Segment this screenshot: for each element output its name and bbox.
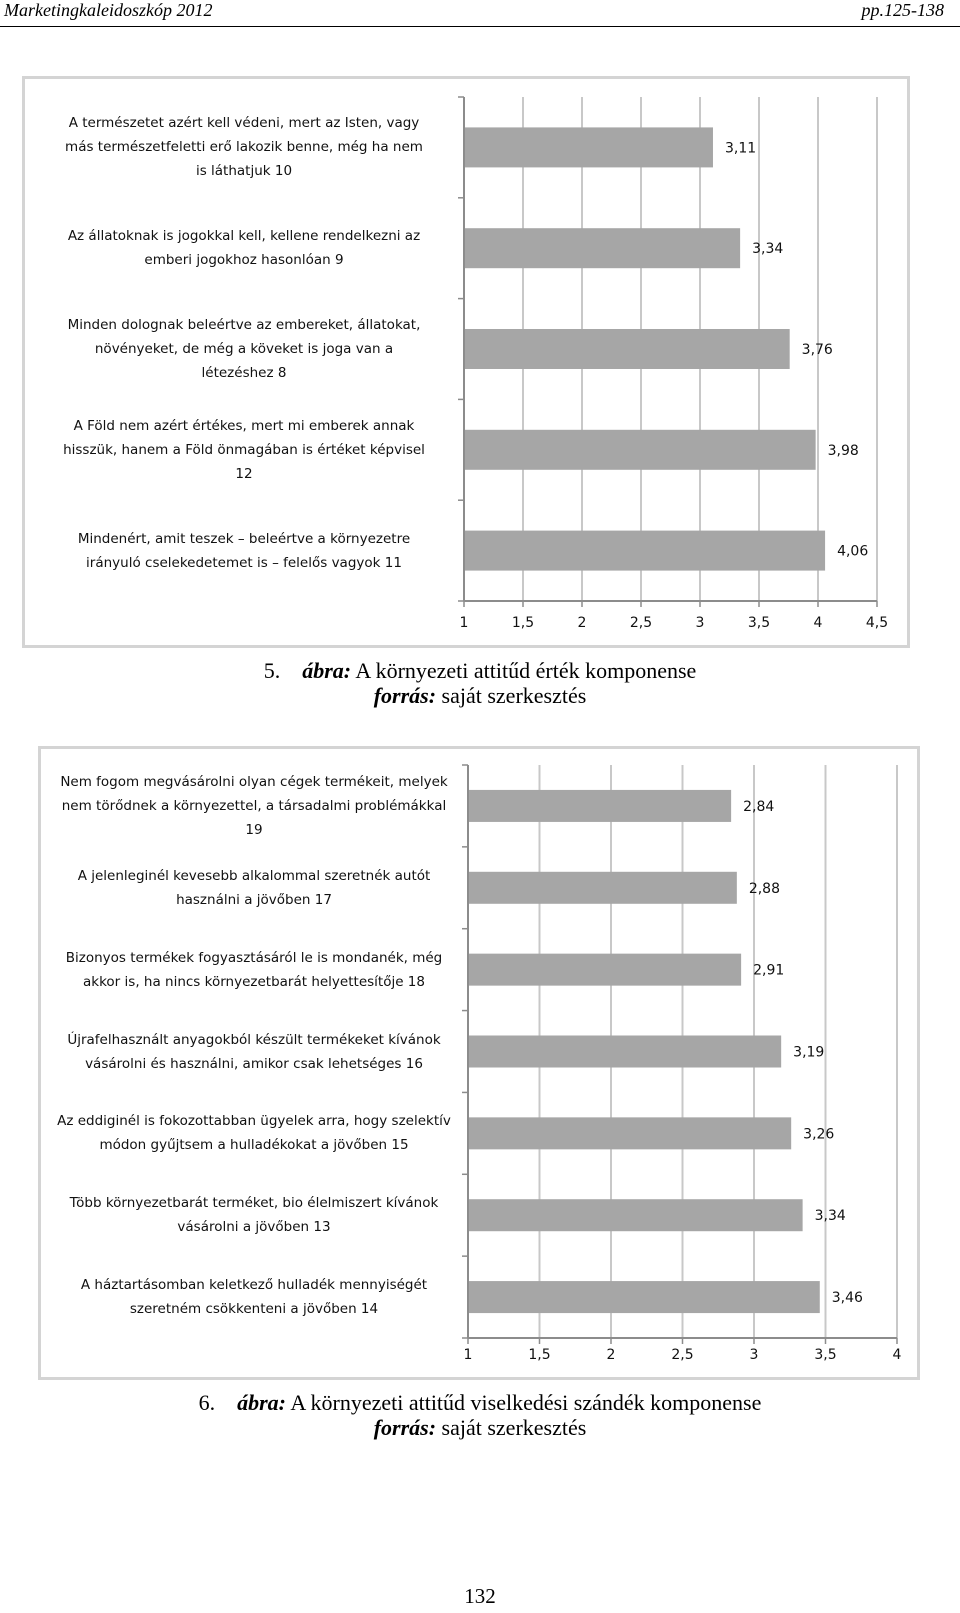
figure-6-title: A környezeti attitűd viselkedési szándék komponense (290, 1390, 762, 1415)
fig6-x-tick-label: 4 (892, 1347, 902, 1363)
fig5-x-tick-label: 2 (577, 615, 587, 631)
figure-5-title-line (0, 658, 960, 683)
fig5-category-label-line: A természetet azért kell védeni, mert az Isten, vagy (68, 115, 420, 132)
figure-5-source: saját szerkesztés (441, 683, 587, 708)
fig5-x-tick-label: 2,5 (629, 615, 653, 631)
figure-6-source-label: forrás: (373, 1415, 437, 1440)
fig6-value-label-7: 3,46 (831, 1290, 863, 1307)
fig5-category-label-4 (31, 414, 457, 486)
fig6-bar-1 (469, 790, 731, 822)
figure-5-chart (22, 76, 910, 648)
fig5-x-tick-label: 4 (813, 615, 823, 631)
fig5-category-label-line: irányuló cselekedetemet is – felelős vagyok 11 (86, 554, 402, 571)
fig5-category-label-line: létezéshez 8 (201, 365, 287, 381)
figure-6-title-line (0, 1390, 960, 1415)
fig5-x-tick-label: 4,5 (865, 615, 889, 631)
fig5-category-label-5 (31, 527, 457, 575)
fig6-category-label-1 (47, 770, 461, 842)
fig6-x-tick-label: 2,5 (671, 1347, 694, 1363)
figure-6-source-line (0, 1415, 960, 1440)
page-range: pp.125-138 (861, 0, 944, 20)
fig5-category-label-1 (31, 111, 457, 183)
fig6-x-tick-label: 2 (606, 1347, 616, 1363)
fig5-category-label-line: is láthatjuk 10 (195, 163, 293, 180)
journal-title: Marketingkaleidoszkóp 2012 (4, 0, 213, 20)
fig5-category-label-3 (31, 313, 457, 385)
fig6-category-label-6 (47, 1191, 461, 1239)
fig6-category-label-4 (47, 1028, 461, 1076)
fig5-category-label-line: Minden dolognak beleértve az embereket, állatokat, (67, 317, 421, 333)
fig6-category-label-line: A háztartásomban keletkező hulladék mennyiségét (80, 1277, 428, 1294)
fig6-bar-2 (469, 872, 737, 904)
fig6-value-label-2: 2,88 (748, 880, 781, 897)
fig6-value-label-6: 3,34 (814, 1208, 846, 1225)
fig5-category-label-line: 12 (235, 465, 253, 482)
fig6-bar-6 (469, 1199, 803, 1231)
fig6-bar-4 (469, 1036, 781, 1068)
fig5-category-label-line: emberi jogokhoz hasonlóan 9 (144, 252, 344, 269)
fig5-category-label-line: más természetfeletti erő lakozik benne, még ha nem (65, 139, 423, 156)
fig6-value-label-5: 3,26 (803, 1126, 835, 1143)
fig6-value-label-1: 2,84 (743, 798, 775, 815)
figure-5-number: 5. (263, 658, 281, 683)
fig6-category-label-line: Az eddiginél is fokozottabban ügyelek arra, hogy szelektív (57, 1113, 451, 1130)
figure-6-caption (0, 1390, 960, 1440)
figure-5-source-line (0, 683, 960, 708)
fig6-category-label-line: 19 (245, 821, 263, 838)
fig6-category-label-line: akkor is, ha nincs környezetbarát helyettesítője 18 (83, 973, 425, 990)
fig6-category-label-line: Bizonyos termékek fogyasztásáról le is mondanék, még (65, 949, 443, 966)
fig6-x-tick-label: 1,5 (528, 1347, 551, 1363)
fig6-value-label-4: 3,19 (793, 1044, 825, 1061)
fig6-category-label-2 (47, 864, 461, 912)
header-rule (0, 26, 960, 27)
fig6-bar-5 (469, 1117, 791, 1149)
fig6-category-label-3 (47, 946, 461, 994)
figure-5-title: A környezeti attitűd érték komponense (355, 658, 697, 683)
figure-5-label: ábra: (302, 658, 352, 683)
fig6-x-tick-label: 3 (749, 1347, 759, 1363)
fig5-category-label-line: A Föld nem azért értékes, mert mi emberek annak (73, 417, 415, 434)
fig6-bar-7 (469, 1281, 820, 1313)
fig5-bar-5 (465, 531, 825, 571)
fig5-value-label-2: 3,34 (752, 241, 784, 258)
fig5-category-label-line: Mindenért, amit teszek – beleértve a környezetre (77, 530, 411, 547)
figure-5-caption (0, 658, 960, 708)
fig5-bar-4 (465, 430, 816, 470)
figure-6-number: 6. (198, 1390, 216, 1415)
fig5-value-label-1: 3,11 (724, 140, 757, 157)
fig6-category-label-line: használni a jövőben 17 (176, 891, 332, 908)
fig5-x-tick-label: 1 (459, 615, 469, 631)
page-header (0, 0, 960, 26)
fig5-category-label-line: hisszük, hanem a Föld önmagában is értéket képvisel (63, 441, 425, 458)
fig6-category-label-7 (47, 1273, 461, 1321)
fig5-bar-1 (465, 127, 713, 167)
fig6-category-label-line: módon gyűjtsem a hulladékokat a jövőben 15 (99, 1137, 409, 1154)
fig6-category-label-line: A jelenleginél kevesebb alkalommal szeretnék autót (77, 867, 431, 884)
figure-6-chart (38, 746, 920, 1380)
fig6-value-label-3: 2,91 (753, 962, 785, 979)
fig5-bar-2 (465, 228, 740, 268)
fig6-x-tick-label: 3,5 (814, 1347, 837, 1363)
fig5-value-label-5: 4,06 (837, 543, 869, 560)
fig6-category-label-line: vásárolni és használni, amikor csak lehetséges 16 (85, 1055, 423, 1072)
fig5-x-tick-label: 3 (695, 615, 705, 631)
page-number: 132 (464, 1584, 496, 1608)
fig6-category-label-line: Nem fogom megvásárolni olyan cégek termékeit, melyek (60, 773, 448, 790)
figure-6-source: saját szerkesztés (441, 1415, 587, 1440)
fig5-value-label-4: 3,98 (827, 442, 859, 459)
fig5-category-label-2 (31, 224, 457, 272)
fig6-category-label-line: vásárolni a jövőben 13 (177, 1219, 331, 1236)
fig6-category-label-line: Újrafelhasznált anyagokból készült termékeket kívánok (67, 1031, 441, 1048)
fig5-bar-3 (465, 329, 790, 369)
fig5-value-label-3: 3,76 (801, 342, 833, 358)
fig5-x-tick-label: 1,5 (511, 615, 535, 631)
fig6-category-label-line: Több környezetbarát terméket, bio élelmiszert kívánok (69, 1195, 439, 1212)
fig6-x-tick-label: 1 (463, 1347, 473, 1363)
fig6-category-label-5 (47, 1109, 461, 1157)
fig5-category-label-line: Az állatoknak is jogokkal kell, kellene rendelkezni az (67, 228, 421, 245)
fig6-bar-3 (469, 954, 741, 986)
fig5-x-tick-label: 3,5 (747, 615, 771, 631)
figure-5-source-label: forrás: (373, 683, 437, 708)
fig5-category-label-line: növényeket, de még a köveket is joga van a (94, 341, 394, 357)
fig6-category-label-line: nem törődnek a környezettel, a társadalmi problémákkal (61, 797, 447, 814)
figure-6-label: ábra: (237, 1390, 287, 1415)
fig6-category-label-line: szeretném csökkenteni a jövőben 14 (129, 1301, 379, 1318)
